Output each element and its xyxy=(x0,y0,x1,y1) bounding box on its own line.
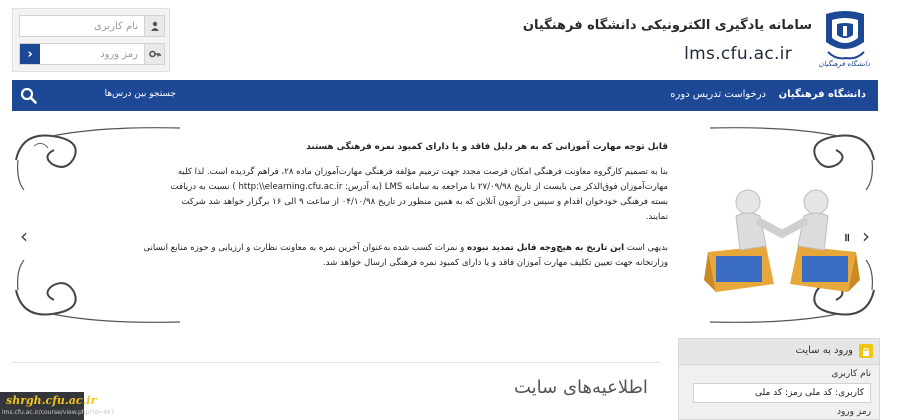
announcement-slider xyxy=(12,120,878,330)
header-login-box xyxy=(12,8,170,72)
site-news-heading: اطلاعیه‌های سایت xyxy=(514,377,648,398)
watermark-url: lms.cfu.ac.ir/course/view.php?id=467 xyxy=(2,409,115,416)
key-icon xyxy=(144,44,164,64)
logo-caption: دانشگاه فرهنگیان xyxy=(818,60,870,68)
user-icon xyxy=(144,16,164,36)
announcement-line: وزارتخانه جهت تعیین تکلیف مهارت آموزان فاقد و یا دارای کمبود نمره فرهنگی ارسال خواهد شد. xyxy=(322,258,668,268)
login-block-header xyxy=(679,339,879,365)
block-username-input[interactable]: کاربری: کد ملی رمز: کد ملی xyxy=(693,383,871,403)
search-label: جستجو بین درس‌ها xyxy=(104,89,176,99)
slider-next-button[interactable]: › xyxy=(862,224,870,248)
announcement-line: مهارت‌آموزان فوق‌الذکر می بایست از تاریخ ۲۷/۰۹/۹۸ با مراجعه به سامانه LMS (به آدرس: http:\\elearning.cfu.ac.ir ) نسبت به دریافت xyxy=(170,182,668,192)
search-icon[interactable] xyxy=(20,87,37,104)
login-submit-button[interactable]: › xyxy=(20,44,40,64)
username-placeholder: نام کاربری xyxy=(94,20,138,32)
password-input[interactable] xyxy=(19,43,165,65)
main-navbar xyxy=(12,80,878,111)
announcement-line: بنا به تصمیم کارگروه معاونت فرهنگی امکان فرصت مجدد جهت ترمیم مؤلفه فرهنگی مهارت‌آموزان ماده ۲۸، فراهم گردیده است. لذا کلیه xyxy=(177,167,668,177)
nav-item-course-request[interactable]: درخواست تدریس دوره xyxy=(670,89,766,100)
course-search[interactable] xyxy=(12,80,182,111)
announcement-line: نمایند. xyxy=(645,212,668,222)
watermark-text: shrgh.cfu.ac.ir xyxy=(6,394,97,407)
lock-icon xyxy=(859,344,873,358)
handshake-laptops-illustration xyxy=(702,176,862,294)
announcement-heading: قابل توجه مهارت آموزانی که به هر دلیل فاقد و یا دارای کمبود نمره فرهنگی هستند xyxy=(306,142,668,152)
login-block xyxy=(678,338,880,420)
username-input[interactable] xyxy=(19,15,165,37)
announcement-line: بدیهی است این تاریخ به هیچ‌وجه قابل تمدید نبوده و نمرات کسب شده به‌عنوان آخرین نمره به معاونت نظارت و ارزیابی و حوزه منابع انسانی xyxy=(143,243,668,253)
slider-prev-button[interactable]: ‹ xyxy=(20,224,28,248)
password-label: رمز ورود xyxy=(836,407,871,417)
announcement-text xyxy=(130,140,668,271)
site-header xyxy=(0,0,900,80)
username-label: نام کاربری xyxy=(831,369,871,379)
deadline-emphasis: این تاریخ به هیچ‌وجه قابل تمدید نبوده xyxy=(467,243,625,253)
nav-item-university[interactable]: دانشگاه فرهنگیان xyxy=(778,89,866,100)
password-placeholder: رمز ورود xyxy=(100,48,138,60)
login-block-title: ورود به سایت xyxy=(795,345,853,356)
section-divider xyxy=(12,362,660,363)
site-title: سامانه یادگیری الکترونیکی دانشگاه فرهنگیان xyxy=(522,18,812,33)
watermark xyxy=(0,392,115,420)
site-url[interactable]: lms.cfu.ac.ir xyxy=(684,44,792,64)
slider-pause-button[interactable]: ॥ xyxy=(843,231,850,244)
announcement-line: بسته فرهنگی خودخوان اقدام و سپس در آزمون آنلاین که به همین منظور در تاریخ ۰۴/۱۰/۹۸ از ساعت ۹ الی ۱۶ برگزار خواهد شد شرکت xyxy=(181,197,668,207)
